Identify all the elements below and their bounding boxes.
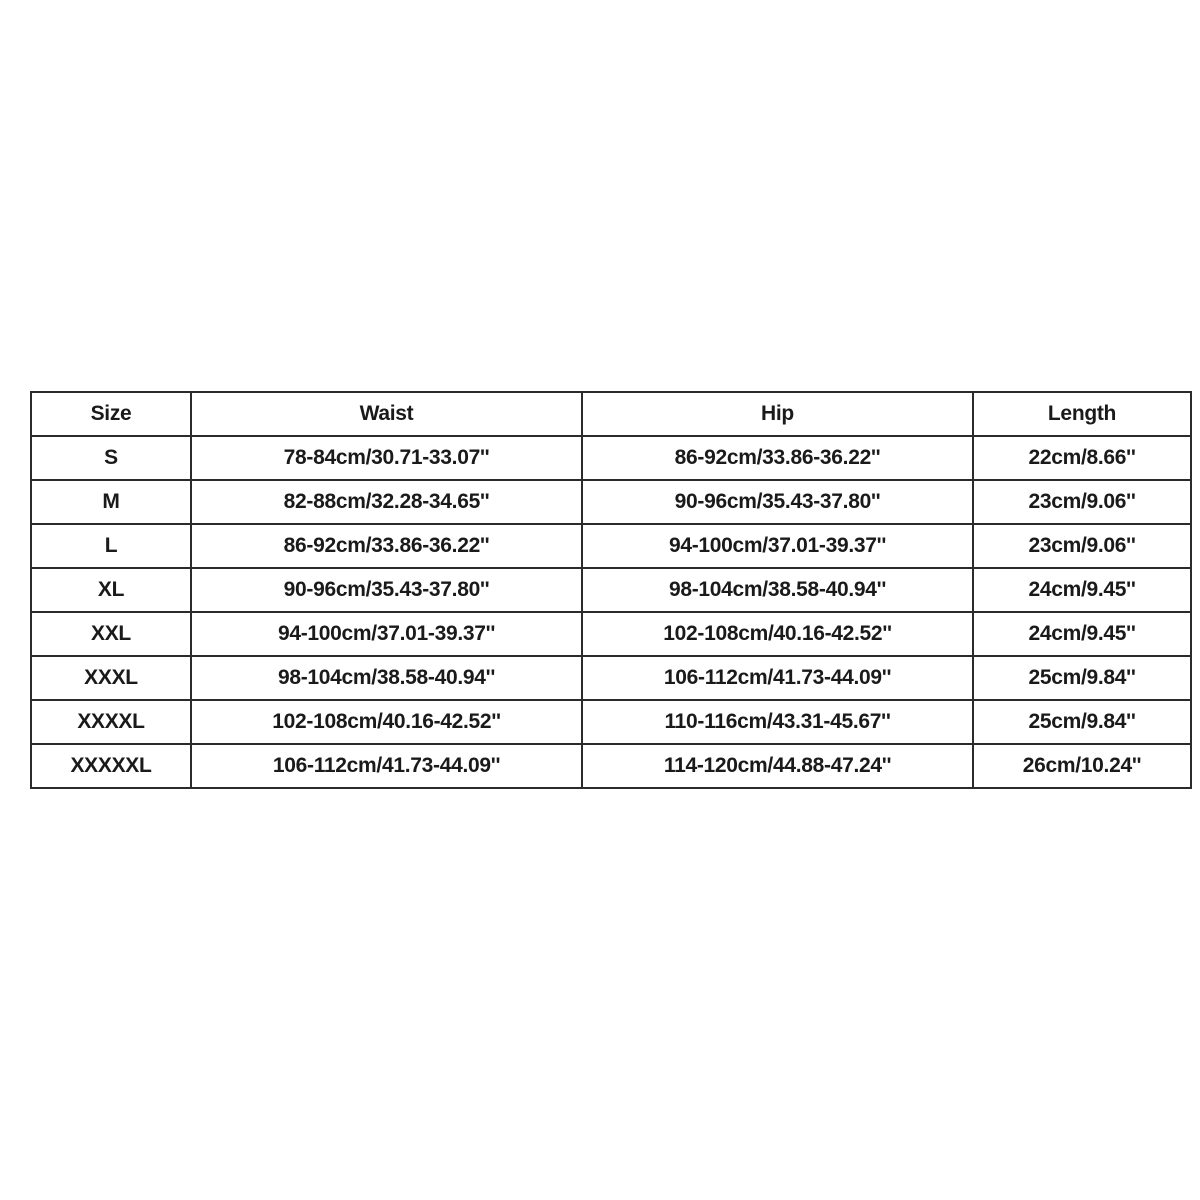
size-cell: XXXL: [31, 656, 191, 700]
waist-cell: 86-92cm/33.86-36.22'': [191, 524, 582, 568]
header-size: Size: [31, 392, 191, 436]
length-cell: 23cm/9.06'': [973, 480, 1191, 524]
header-waist: Waist: [191, 392, 582, 436]
hip-cell: 114-120cm/44.88-47.24'': [582, 744, 973, 788]
length-cell: 23cm/9.06'': [973, 524, 1191, 568]
header-hip: Hip: [582, 392, 973, 436]
header-length: Length: [973, 392, 1191, 436]
table-row: [31, 700, 1191, 744]
length-cell: 26cm/10.24'': [973, 744, 1191, 788]
hip-cell: 94-100cm/37.01-39.37'': [582, 524, 973, 568]
table-row: [31, 480, 1191, 524]
hip-cell: 110-116cm/43.31-45.67'': [582, 700, 973, 744]
table-row: [31, 524, 1191, 568]
length-cell: 22cm/8.66'': [973, 436, 1191, 480]
size-cell: XXXXXL: [31, 744, 191, 788]
table-row: [31, 744, 1191, 788]
waist-cell: 78-84cm/30.71-33.07'': [191, 436, 582, 480]
size-cell: XXXXL: [31, 700, 191, 744]
size-cell: M: [31, 480, 191, 524]
table-row: [31, 656, 1191, 700]
waist-cell: 90-96cm/35.43-37.80'': [191, 568, 582, 612]
hip-cell: 106-112cm/41.73-44.09'': [582, 656, 973, 700]
length-cell: 24cm/9.45'': [973, 612, 1191, 656]
waist-cell: 82-88cm/32.28-34.65'': [191, 480, 582, 524]
header-row: [31, 392, 1191, 436]
waist-cell: 94-100cm/37.01-39.37'': [191, 612, 582, 656]
waist-cell: 102-108cm/40.16-42.52'': [191, 700, 582, 744]
hip-cell: 90-96cm/35.43-37.80'': [582, 480, 973, 524]
length-cell: 25cm/9.84'': [973, 700, 1191, 744]
waist-cell: 98-104cm/38.58-40.94'': [191, 656, 582, 700]
size-cell: XXL: [31, 612, 191, 656]
length-cell: 24cm/9.45'': [973, 568, 1191, 612]
table-row: [31, 612, 1191, 656]
size-cell: S: [31, 436, 191, 480]
table-row: [31, 568, 1191, 612]
hip-cell: 102-108cm/40.16-42.52'': [582, 612, 973, 656]
hip-cell: 98-104cm/38.58-40.94'': [582, 568, 973, 612]
size-cell: L: [31, 524, 191, 568]
waist-cell: 106-112cm/41.73-44.09'': [191, 744, 582, 788]
table-row: [31, 436, 1191, 480]
size-cell: XL: [31, 568, 191, 612]
hip-cell: 86-92cm/33.86-36.22'': [582, 436, 973, 480]
length-cell: 25cm/9.84'': [973, 656, 1191, 700]
size-chart-table: [30, 391, 1192, 789]
